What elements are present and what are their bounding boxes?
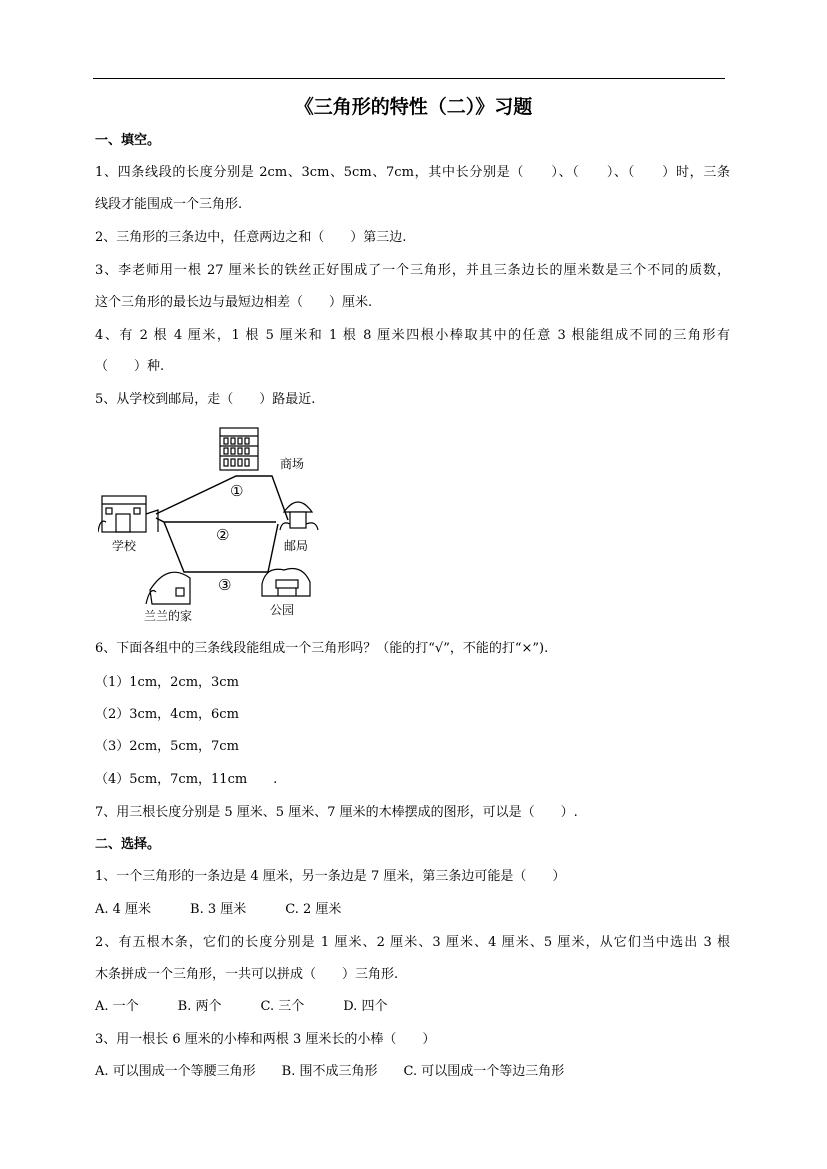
choice2-options: A. 一个 B. 两个 C. 三个 D. 四个 bbox=[95, 999, 388, 1014]
route3-marker: ③ bbox=[218, 576, 232, 594]
school-label: 学校 bbox=[112, 539, 137, 553]
choice1-options: A. 4 厘米 B. 3 厘米 C. 2 厘米 bbox=[95, 902, 342, 917]
q6-item-2: （2）3cm，4cm，6cm bbox=[95, 707, 239, 722]
q6-item-4: （4）5cm，7cm，11cm . bbox=[95, 772, 278, 787]
route-lines bbox=[156, 476, 288, 572]
q7-text: 7、用三根长度分别是 5 厘米、5 厘米、7 厘米的木棒摆成的图形，可以是（ ）. bbox=[95, 805, 578, 820]
q6-item-3: （3）2cm，5cm，7cm bbox=[95, 739, 239, 754]
route-map-figure bbox=[98, 422, 338, 622]
q6-stem: 6、下面各组中的三条线段能组成一个三角形吗？（能的打“√”，不能的打“×”). bbox=[95, 641, 549, 656]
mall-label: 商场 bbox=[280, 457, 305, 471]
choice3-stem: 3、用一根长 6 厘米的小棒和两根 3 厘米长的小棒（ ） bbox=[95, 1032, 436, 1047]
header-rule bbox=[93, 78, 725, 79]
home-label: 兰兰的家 bbox=[144, 609, 193, 622]
choice3-options: A. 可以围成一个等腰三角形 B. 围不成三角形 C. 可以围成一个等边三角形 bbox=[95, 1064, 565, 1079]
home-house-icon bbox=[146, 572, 190, 604]
q1-line1: 1、四条线段的长度分别是 2cm、3cm、5cm、7cm，其中长分别是（ ）、（ ）、（ ）时，三条 bbox=[95, 165, 730, 180]
choice1-stem: 1、一个三角形的一条边是 4 厘米，另一条边是 7 厘米，第三条边可能是（ ） bbox=[95, 869, 566, 884]
q6-item-1: （1）1cm，2cm，3cm bbox=[95, 675, 239, 690]
q3-line1: 3、李老师用一根 27 厘米长的铁丝正好围成了一个三角形，并且三条边长的厘米数是三个不同的质数， bbox=[95, 263, 730, 278]
section1-heading: 一、填空。 bbox=[95, 133, 161, 148]
route1-marker: ① bbox=[230, 482, 244, 500]
q3-line2: 这个三角形的最长边与最短边相差（ ）厘米. bbox=[95, 295, 373, 310]
section2-heading: 二、选择。 bbox=[95, 837, 161, 852]
park-bench-icon bbox=[262, 569, 310, 597]
q2-text: 2、三角形的三条边中，任意两边之和（ ）第三边. bbox=[95, 230, 407, 245]
mall-building-icon bbox=[220, 428, 258, 470]
post-office-label: 邮局 bbox=[284, 539, 309, 553]
school-building-icon bbox=[98, 496, 158, 532]
post-office-icon bbox=[280, 502, 318, 530]
park-label: 公园 bbox=[270, 603, 295, 617]
q1-line2: 线段才能围成一个三角形. bbox=[95, 197, 243, 212]
q4-line2: （ ）种. bbox=[95, 359, 165, 374]
choice2-line1: 2、有五根木条，它们的长度分别是 1 厘米、2 厘米、3 厘米、4 厘米、5 厘米，从它们当中选出 3 根 bbox=[95, 935, 730, 950]
choice2-line2: 木条拼成一个三角形，一共可以拼成（ ）三角形. bbox=[95, 967, 399, 982]
route2-marker: ② bbox=[216, 526, 230, 544]
q4-line1: 4、有 2 根 4 厘米，1 根 5 厘米和 1 根 8 厘米四根小棒取其中的任意 3 根能组成不同的三角形有 bbox=[95, 328, 730, 343]
q5-text: 5、从学校到邮局，走（ ）路最近. bbox=[95, 392, 316, 407]
page-title: 《三角形的特性（二）》习题 bbox=[294, 96, 533, 118]
